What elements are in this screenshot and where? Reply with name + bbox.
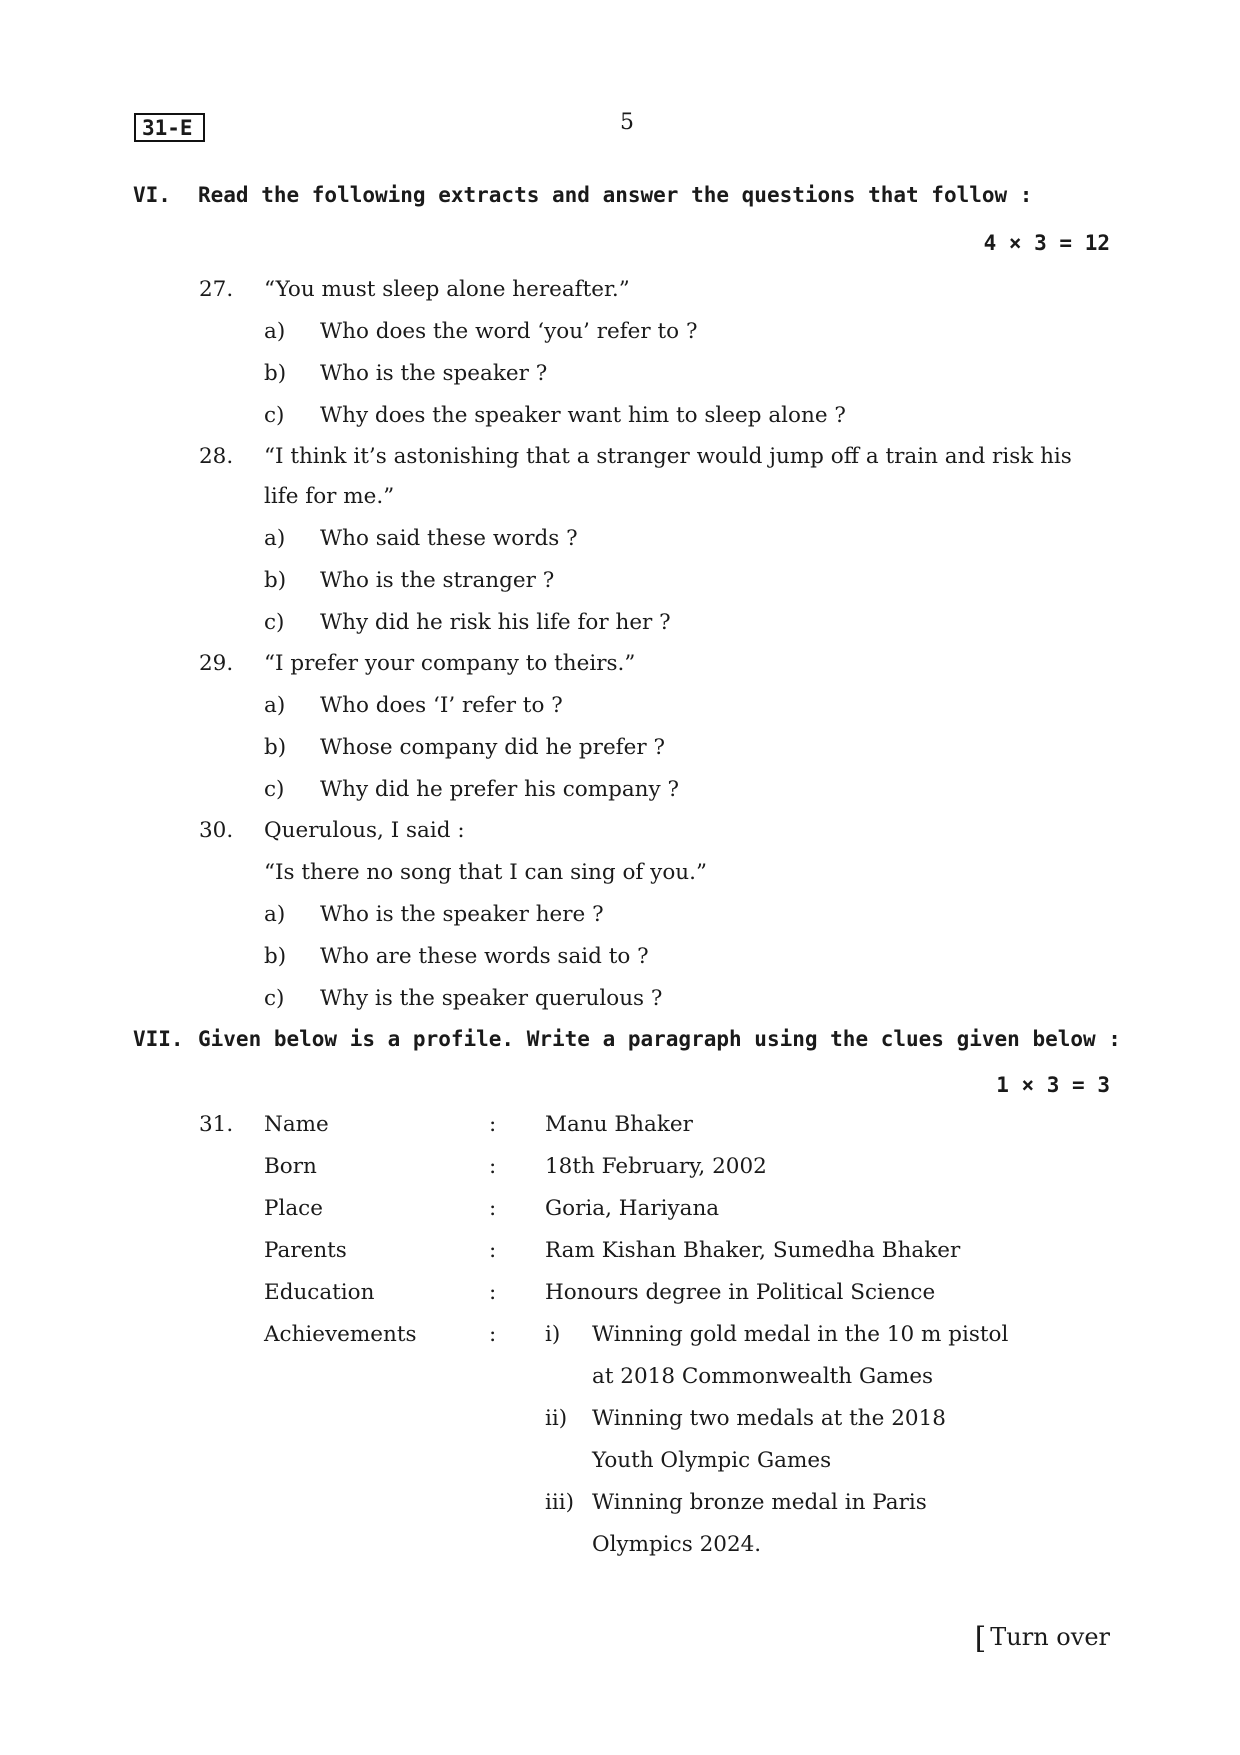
sub-question-label: a) (264, 526, 286, 551)
question-number: 29. (199, 651, 234, 676)
profile-value-education: Honours degree in Political Science (545, 1280, 936, 1305)
sub-question-label: a) (264, 693, 286, 718)
achievement-number: ii) (545, 1406, 568, 1431)
sub-question-text: Who does the word ‘you’ refer to ? (320, 319, 698, 344)
achievement-text-continued: Youth Olympic Games (592, 1448, 832, 1473)
sub-question-text: Who are these words said to ? (320, 944, 649, 969)
question-number: 27. (199, 277, 234, 302)
profile-value-born: 18th February, 2002 (545, 1154, 767, 1179)
sub-question-text: Who is the speaker here ? (320, 902, 604, 927)
sub-question-label: a) (264, 902, 286, 927)
paper-code: 31-E (134, 113, 205, 142)
profile-colon: : (489, 1280, 497, 1305)
question-number: 31. (199, 1112, 234, 1137)
turn-over-text: Turn over (990, 1623, 1110, 1651)
sub-question-label: b) (264, 361, 287, 386)
profile-value-parents: Ram Kishan Bhaker, Sumedha Bhaker (545, 1238, 961, 1263)
sub-question-text: Who said these words ? (320, 526, 578, 551)
profile-colon: : (489, 1238, 497, 1263)
profile-label-place: Place (264, 1196, 323, 1221)
profile-label-parents: Parents (264, 1238, 347, 1263)
achievement-number: iii) (545, 1490, 575, 1515)
profile-colon: : (489, 1196, 497, 1221)
achievement-text-continued: at 2018 Commonwealth Games (592, 1364, 934, 1389)
sub-question-text: Who is the stranger ? (320, 568, 555, 593)
section-title: Read the following extracts and answer the questions that follow : (198, 183, 1033, 207)
sub-question-text: Whose company did he prefer ? (320, 735, 665, 760)
achievement-text: Winning two medals at the 2018 (592, 1406, 946, 1431)
sub-question-label: a) (264, 319, 286, 344)
turn-over-note (974, 1618, 1110, 1656)
question-text: “I prefer your company to theirs.” (264, 651, 636, 676)
sub-question-text: Who does ‘I’ refer to ? (320, 693, 563, 718)
profile-colon: : (489, 1322, 497, 1347)
profile-value-name: Manu Bhaker (545, 1112, 693, 1137)
profile-value-place: Goria, Hariyana (545, 1196, 720, 1221)
achievement-number: i) (545, 1322, 561, 1347)
question-text: Querulous, I said : (264, 818, 465, 843)
question-text-continued: “Is there no song that I can sing of you.” (264, 860, 707, 885)
question-number: 30. (199, 818, 234, 843)
question-text: “You must sleep alone hereafter.” (264, 277, 630, 302)
achievement-text-continued: Olympics 2024. (592, 1532, 762, 1557)
achievement-text: Winning bronze medal in Paris (592, 1490, 927, 1515)
sub-question-label: b) (264, 735, 287, 760)
sub-question-text: Who is the speaker ? (320, 361, 548, 386)
question-text: “I think it’s astonishing that a stranger would jump off a train and risk his (264, 444, 1072, 469)
sub-question-text: Why did he prefer his company ? (320, 777, 680, 802)
question-number: 28. (199, 444, 234, 469)
section-title: Given below is a profile. Write a paragraph using the clues given below : (198, 1027, 1121, 1051)
sub-question-text: Why is the speaker querulous ? (320, 986, 663, 1011)
profile-label-achievements: Achievements (264, 1322, 417, 1347)
profile-label-name: Name (264, 1112, 329, 1137)
profile-label-born: Born (264, 1154, 317, 1179)
question-text-continued: life for me.” (264, 484, 395, 509)
profile-label-education: Education (264, 1280, 375, 1305)
section-marks: 4 × 3 = 12 (983, 231, 1110, 255)
sub-question-label: b) (264, 944, 287, 969)
sub-question-label: c) (264, 777, 285, 802)
turn-over-bracket: [ (974, 1621, 987, 1656)
sub-question-text: Why did he risk his life for her ? (320, 610, 671, 635)
sub-question-label: c) (264, 403, 285, 428)
sub-question-label: c) (264, 986, 285, 1011)
sub-question-label: b) (264, 568, 287, 593)
section-number: VI. (133, 183, 171, 207)
profile-colon: : (489, 1154, 497, 1179)
section-number: VII. (133, 1027, 184, 1051)
profile-colon: : (489, 1112, 497, 1137)
sub-question-label: c) (264, 610, 285, 635)
sub-question-text: Why does the speaker want him to sleep alone ? (320, 403, 846, 428)
achievement-text: Winning gold medal in the 10 m pistol (592, 1322, 1009, 1347)
page-number: 5 (620, 110, 634, 135)
section-marks: 1 × 3 = 3 (996, 1073, 1110, 1097)
